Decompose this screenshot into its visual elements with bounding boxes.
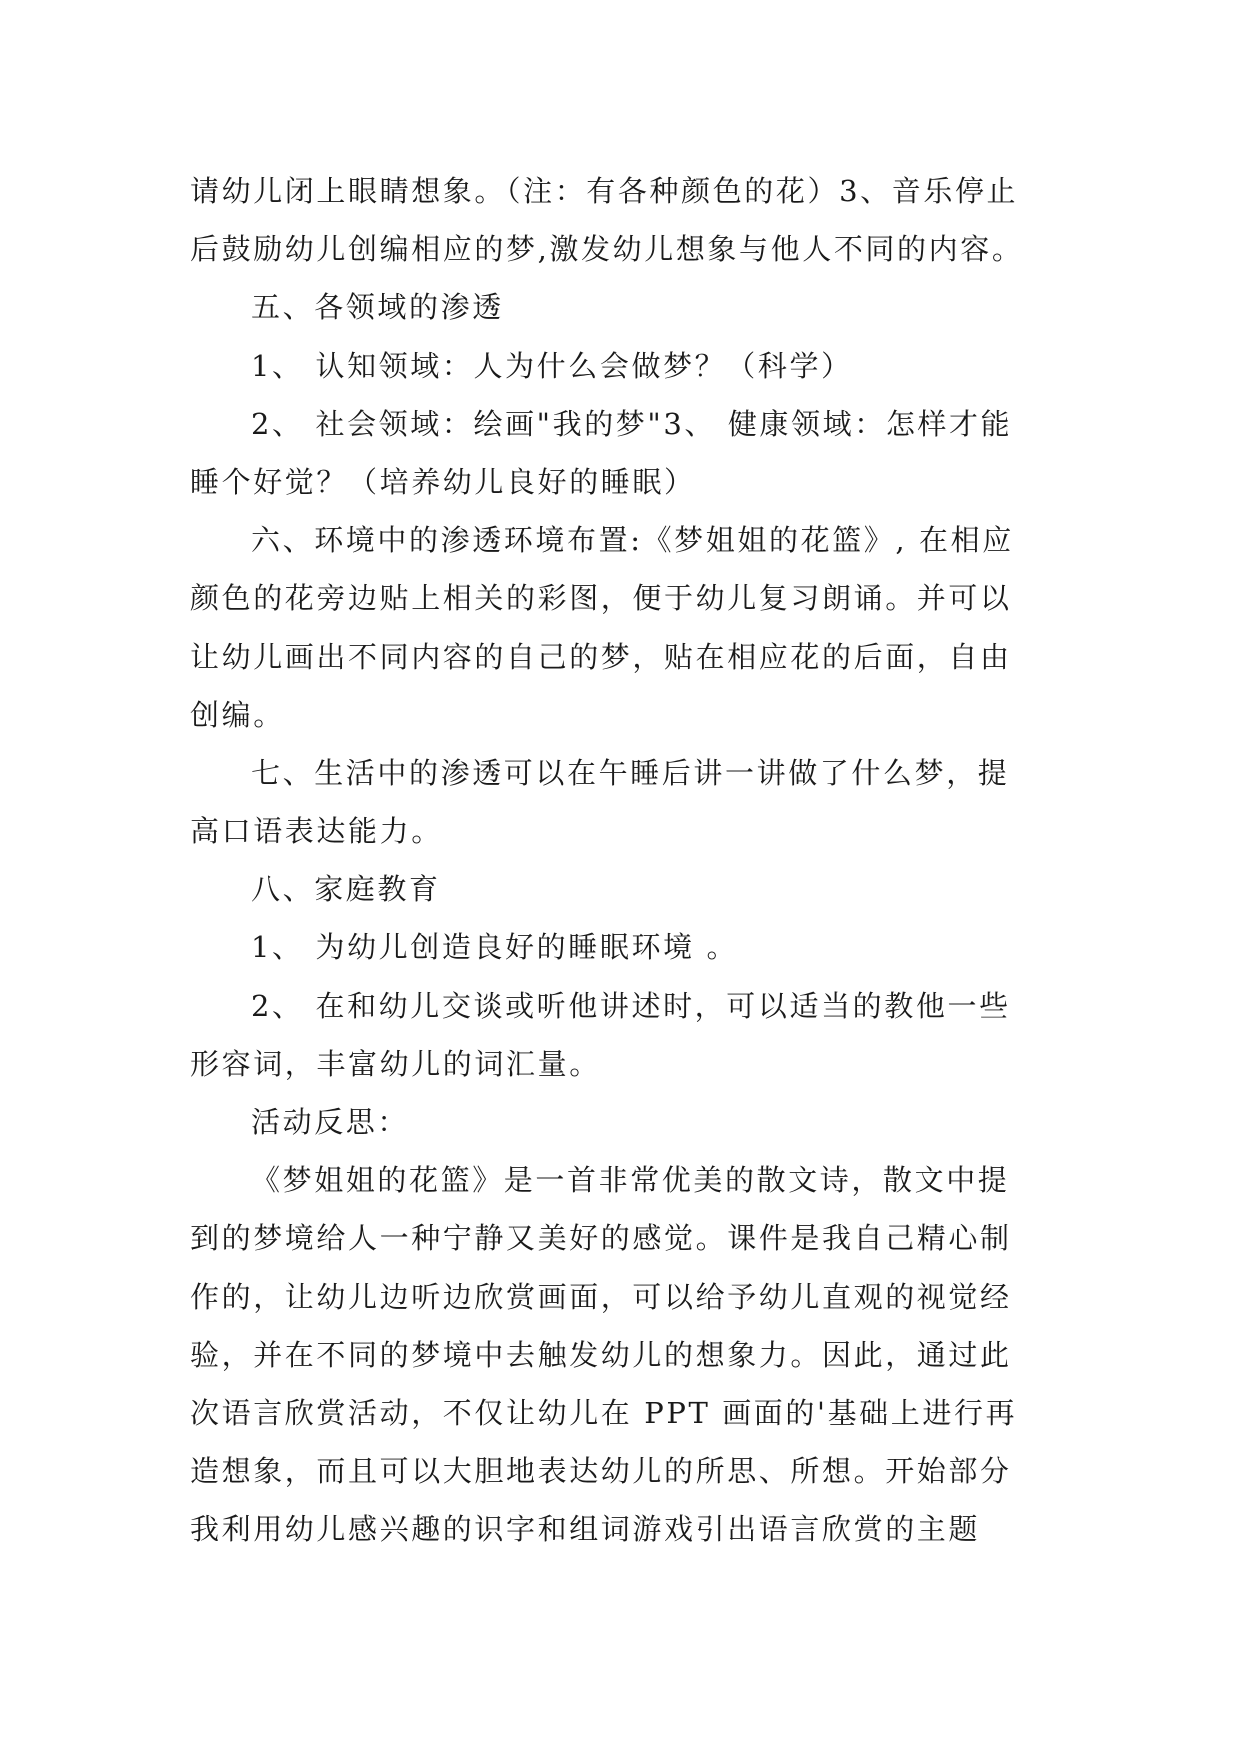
text-line: 睡个好觉？（培养幼儿良好的睡眠） <box>190 464 696 499</box>
section-heading: 八、家庭教育 <box>251 872 441 907</box>
paragraph-line: 到的梦境给人一种宁静又美好的感觉。课件是我自己精心制 <box>190 1221 1012 1256</box>
paragraph-line: 我利用幼儿感兴趣的识字和组词游戏引出语言欣赏的主题 <box>190 1512 981 1547</box>
list-item: 1、 为幼儿创造良好的睡眠环境 。 <box>251 930 739 965</box>
paragraph-line: 《梦姐姐的花篮》是一首非常优美的散文诗，散文中提 <box>251 1163 1010 1198</box>
paragraph-line: 造想象，而且可以大胆地表达幼儿的所思、所想。开始部分 <box>190 1454 1012 1489</box>
text-line: 后鼓励幼儿创编相应的梦,激发幼儿想象与他人不同的内容。 <box>190 232 1024 267</box>
section-heading: 五、各领域的渗透 <box>251 290 504 325</box>
section-heading: 活动反思： <box>251 1105 410 1139</box>
paragraph-line: 次语言欣赏活动，不仅让幼儿在 PPT 画面的'基础上进行再 <box>190 1395 1018 1430</box>
list-item: 2、 社会领域：绘画"我的梦"3、 健康领域：怎样才能 <box>251 406 1013 441</box>
list-item: 2、 在和幼儿交谈或听他讲述时，可以适当的教他一些 <box>251 988 1011 1023</box>
document-body <box>190 162 1090 1559</box>
text-line: 形容词，丰富幼儿的词汇量。 <box>190 1046 601 1081</box>
text-line: 请幼儿闭上眼睛想象。（注：有各种颜色的花）3、音乐停止 <box>190 174 1019 208</box>
list-item: 1、 认知领域：人为什么会做梦？（科学） <box>251 348 853 383</box>
paragraph-line: 验，并在不同的梦境中去触发幼儿的想象力。因此，通过此 <box>190 1337 1012 1372</box>
paragraph-line: 作的，让幼儿边听边欣赏画面，可以给予幼儿直观的视觉经 <box>190 1279 1012 1314</box>
text-line: 创编。 <box>190 697 285 732</box>
text-line: 让幼儿画出不同内容的自己的梦，贴在相应花的后面，自由 <box>190 639 1012 674</box>
section-heading: 七、生活中的渗透可以在午睡后讲一讲做了什么梦，提 <box>251 755 1010 790</box>
section-heading: 六、环境中的渗透环境布置:《梦姐姐的花篮》, 在相应 <box>251 523 1014 558</box>
text-line: 颜色的花旁边贴上相关的彩图，便于幼儿复习朗诵。并可以 <box>190 581 1012 616</box>
text-line: 高口语表达能力。 <box>190 814 443 849</box>
